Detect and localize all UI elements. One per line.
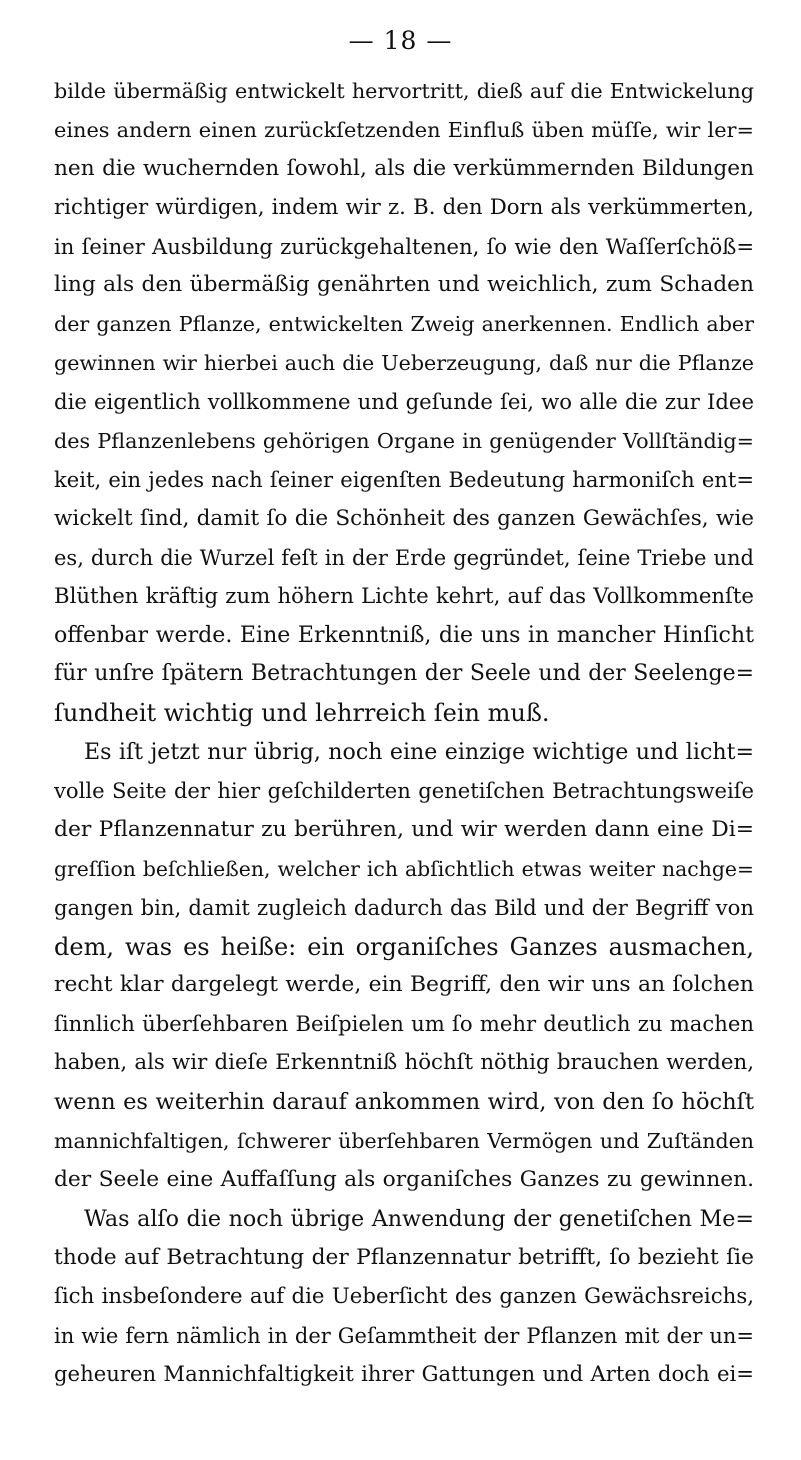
page-number: — 18 —: [348, 26, 453, 55]
text-line: in ſeiner Ausbildung zurückgehaltenen, ſo wie den Waſſerſchöß=: [54, 233, 754, 259]
text-line: ſinnlich überſehbaren Beiſpielen um ſo mehr deutlich zu machen: [54, 1011, 754, 1037]
text-line: recht klar dargelegt werde, ein Begriff, den wir uns an ſolchen: [54, 972, 754, 998]
text-line: in wie fern nämlich in der Geſammtheit der Pflanzen mit der un=: [54, 1323, 754, 1348]
text-line: geheuren Mannichfaltigkeit ihrer Gattungen und Arten doch ei=: [54, 1361, 754, 1387]
text-line: nen die wuchernden ſowohl, als die verkümmernden Bildungen: [54, 155, 754, 181]
text-line: Was alſo die noch übrige Anwendung der genetiſchen Me=: [84, 1205, 754, 1232]
text-line: mannichfaltigen, ſchwerer überſehbaren Vermögen und Zuſtänden: [54, 1129, 754, 1154]
text-line: thode auf Betrachtung der Pflanzennatur betrifft, ſo bezieht ſie: [54, 1244, 754, 1270]
text-line: keit, ein jedes nach ſeiner eigenſten Bedeutung harmoniſch ent=: [54, 466, 754, 492]
text-line: offenbar werde. Eine Erkenntniß, die uns in mancher Hinſicht: [54, 622, 754, 649]
text-line: Blüthen kräftig zum höhern Lichte kehrt, auf das Vollkommenſte: [54, 583, 754, 609]
text-line: eines andern einen zurückſetzenden Einfluß üben müſſe, wir ler=: [54, 117, 754, 142]
text-line: wenn es weiterhin darauf ankommen wird, von den ſo höchſt: [54, 1089, 754, 1116]
text-line: des Pflanzenlebens gehörigen Organe in genügender Vollſtändig=: [54, 429, 754, 454]
text-line: greſſion beſchließen, welcher ich abſichtlich etwas weiter nachge=: [54, 856, 754, 881]
text-line: gangen bin, damit zugleich dadurch das Bild und der Begriff von: [54, 894, 754, 920]
text-line: wickelt ſind, damit ſo die Schönheit des ganzen Gewächſes, wie: [54, 505, 754, 531]
text-line: ſich insbeſondere auf die Ueberſicht des ganzen Gewächsreichs,: [54, 1283, 754, 1309]
body-text: [54, 72, 754, 1394]
text-line: Es iſt jetzt nur übrig, noch eine einzige wichtige und licht=: [84, 739, 754, 766]
text-line: bilde übermäßig entwickelt hervortritt, dieß auf die Entwickelung: [54, 79, 754, 103]
text-line: der Seele eine Auffaſſung als organiſches Ganzes zu gewinnen.: [54, 1166, 754, 1192]
text-line: gewinnen wir hierbei auch die Ueberzeugung, daß nur die Pflanze: [54, 351, 754, 376]
text-line: es, durch die Wurzel feſt in der Erde gegründet, ſeine Triebe und: [54, 545, 754, 570]
text-line: ſundheit wichtig und lehrreich ſein muß.: [54, 699, 550, 728]
text-line: volle Seite der hier geſchilderten genetiſchen Betrachtungsweiſe: [54, 778, 754, 804]
text-line: dem, was es heiße: ein organiſches Ganzes ausmachen,: [54, 932, 754, 961]
text-line: der Pflanzennatur zu berühren, und wir werden dann eine Di=: [54, 816, 754, 842]
text-line: der ganzen Pflanze, entwickelten Zweig anerkennen. Endlich aber: [54, 312, 754, 337]
text-line: die eigentlich vollkommene und geſunde ſei, wo alle die zur Idee: [54, 389, 754, 415]
text-line: ling als den übermäßig genährten und weichlich, zum Schaden: [54, 272, 754, 298]
text-line: richtiger würdigen, indem wir z. B. den Dorn als verkümmerten,: [54, 194, 754, 220]
text-line: für unſre ſpätern Betrachtungen der Seele und der Seelenge=: [54, 661, 754, 687]
text-line: haben, als wir dieſe Erkenntniß höchſt nöthig brauchen werden,: [54, 1050, 754, 1076]
